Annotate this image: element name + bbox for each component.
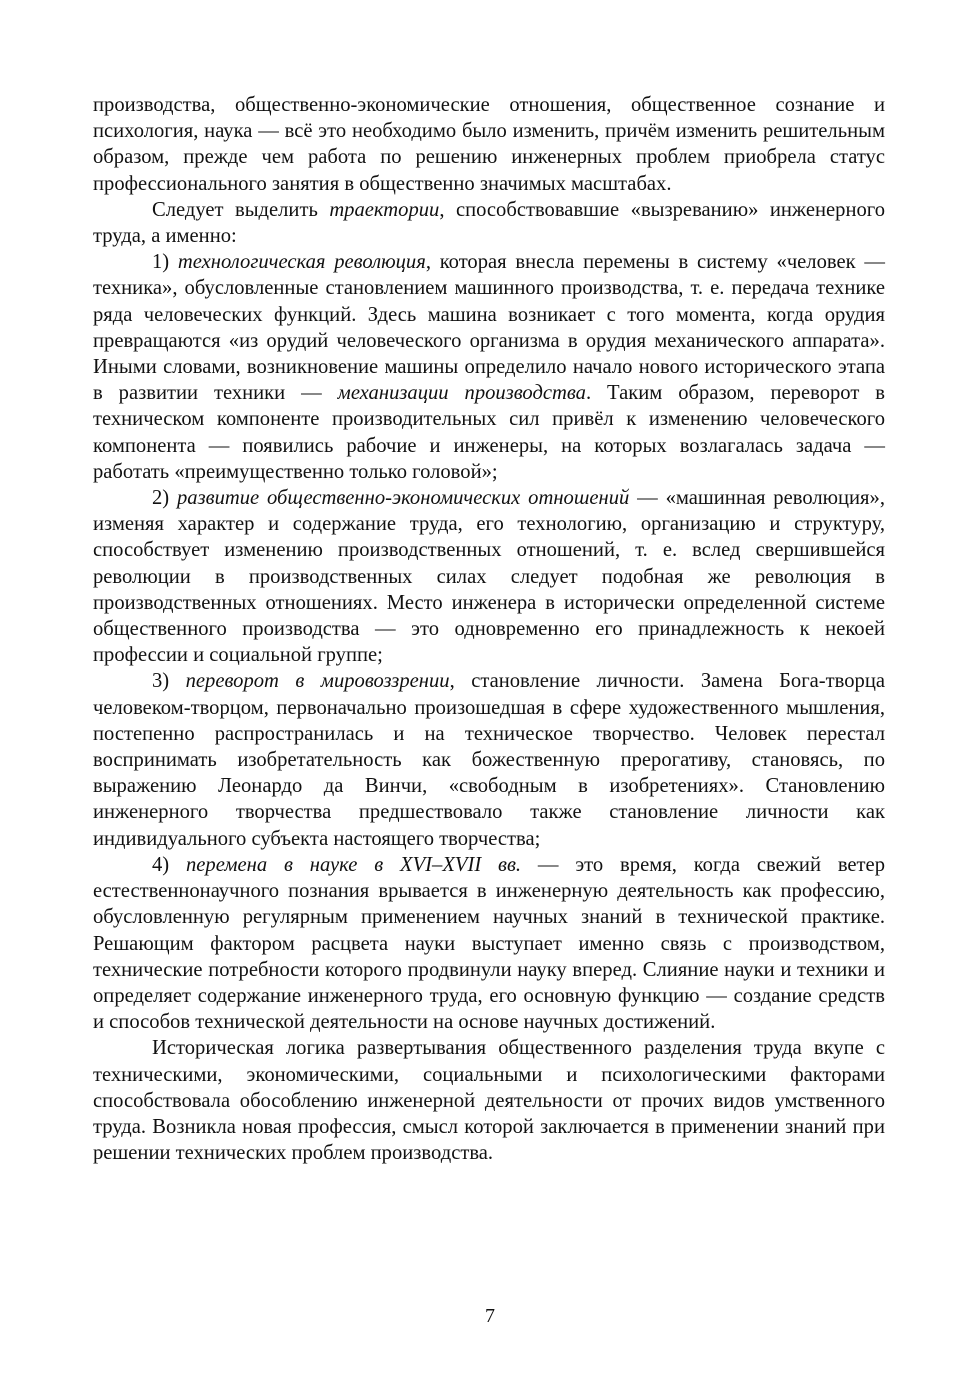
italic-term: траектории xyxy=(329,198,440,221)
italic-term: переворот в мировоззрении xyxy=(185,670,450,693)
list-marker: 3) xyxy=(152,670,186,693)
paragraph-text: , способствовавшие «вызреванию» инженерного труда, а именно: xyxy=(93,198,885,248)
italic-term: технологическая революция xyxy=(177,251,426,274)
list-marker: 4) xyxy=(152,853,186,876)
list-item-4 xyxy=(93,852,885,1035)
list-item-2 xyxy=(93,485,885,668)
paragraph-text: производства, общественно-экономические отношения, общественное сознание и психология, наука — всё это необходимо было изменить, причём изменить решительным образом, прежде чем работа по решению инженерных проблем приобрела статус профессионального занятия в общественно значимых масштабах. xyxy=(93,94,885,195)
paragraph-text: Историческая логика развертывания общественного разделения труда вкупе с техническими, экономическими, социальными и психологическими факторами способствовала обособлению инженерной деятельности от прочих видов умственного труда. Возникла новая профессия, смысл которой заключается в применении знаний при решении технических проблем производства. xyxy=(93,1037,885,1165)
paragraph-trajectories xyxy=(93,197,885,249)
list-item-1 xyxy=(93,249,885,485)
list-marker: 1) xyxy=(152,251,178,274)
paragraph-text: , которая внесла перемены в систему «человек — техника», обусловленные становлением машинного производства, т. е. передача технике ряда человеческих функций. Здесь машина возникает с того момента, когда орудия превращаются «из орудий человеческого организма в орудия механического аппарата». Иными словами, возникновение машины определило начало нового исторического этапа в развитии техники — xyxy=(93,251,885,405)
italic-term: механизации производства xyxy=(337,382,586,405)
paragraph-text: , становление личности. Замена Бога-творца человеком-творцом, первоначально произошедшая в сфере художественного мышления, постепенно распространилась и на техническое творчество. Человек перестал воспринимать изобретательность как божественную прерогативу, становясь, по выражению Леонардо да Винчи, «свободным в изобретениях». Становлению инженерного творчества предшествовало также становление личности как индивидуального субъекта настоящего творчества; xyxy=(93,670,885,850)
paragraph-text: . Таким образом, переворот в техническом компоненте производительных сил привёл к изменению человеческого компонента — появились рабочие и инженеры, на которых возлагалась задача — работать «преимущественно только головой»; xyxy=(93,382,885,483)
page-number: 7 xyxy=(485,1305,495,1327)
paragraph-conclusion xyxy=(93,1035,885,1166)
page-body xyxy=(93,92,885,1166)
paragraph-text: Следует выделить xyxy=(152,198,330,221)
italic-term: перемена в науке в XVI–XVII вв. xyxy=(186,853,522,876)
paragraph-text: — это время, когда свежий ветер естественнонаучного познания врывается в инженерную деятельность как профессию, обусловленную регулярным применением научных знаний в технической практике. Решающим фактором расцвета науки выступает именно связь с производством, технические потребности которого продвинули науку вперед. Слияние науки и техники и определяет содержание инженерного труда, его основную функцию — создание средств и способов технической деятельности на основе научных достижений. xyxy=(93,853,885,1034)
list-item-3 xyxy=(93,668,885,851)
paragraph-text: — «машинная революция», изменяя характер и содержание труда, его технологию, организацию и структуру, способствует изменению производственных отношений, т. е. вслед свершившейся революции в производственных силах следует подобная же революция в производственных отношениях. Место инженера в исторически определенной системе общественного производства — это одновременно его принадлежность к некоей профессии и социальной группе; xyxy=(93,487,885,667)
list-marker: 2) xyxy=(152,487,177,510)
italic-term: развитие общественно-экономических отношений xyxy=(177,487,630,510)
paragraph-intro-continuation xyxy=(93,92,885,197)
